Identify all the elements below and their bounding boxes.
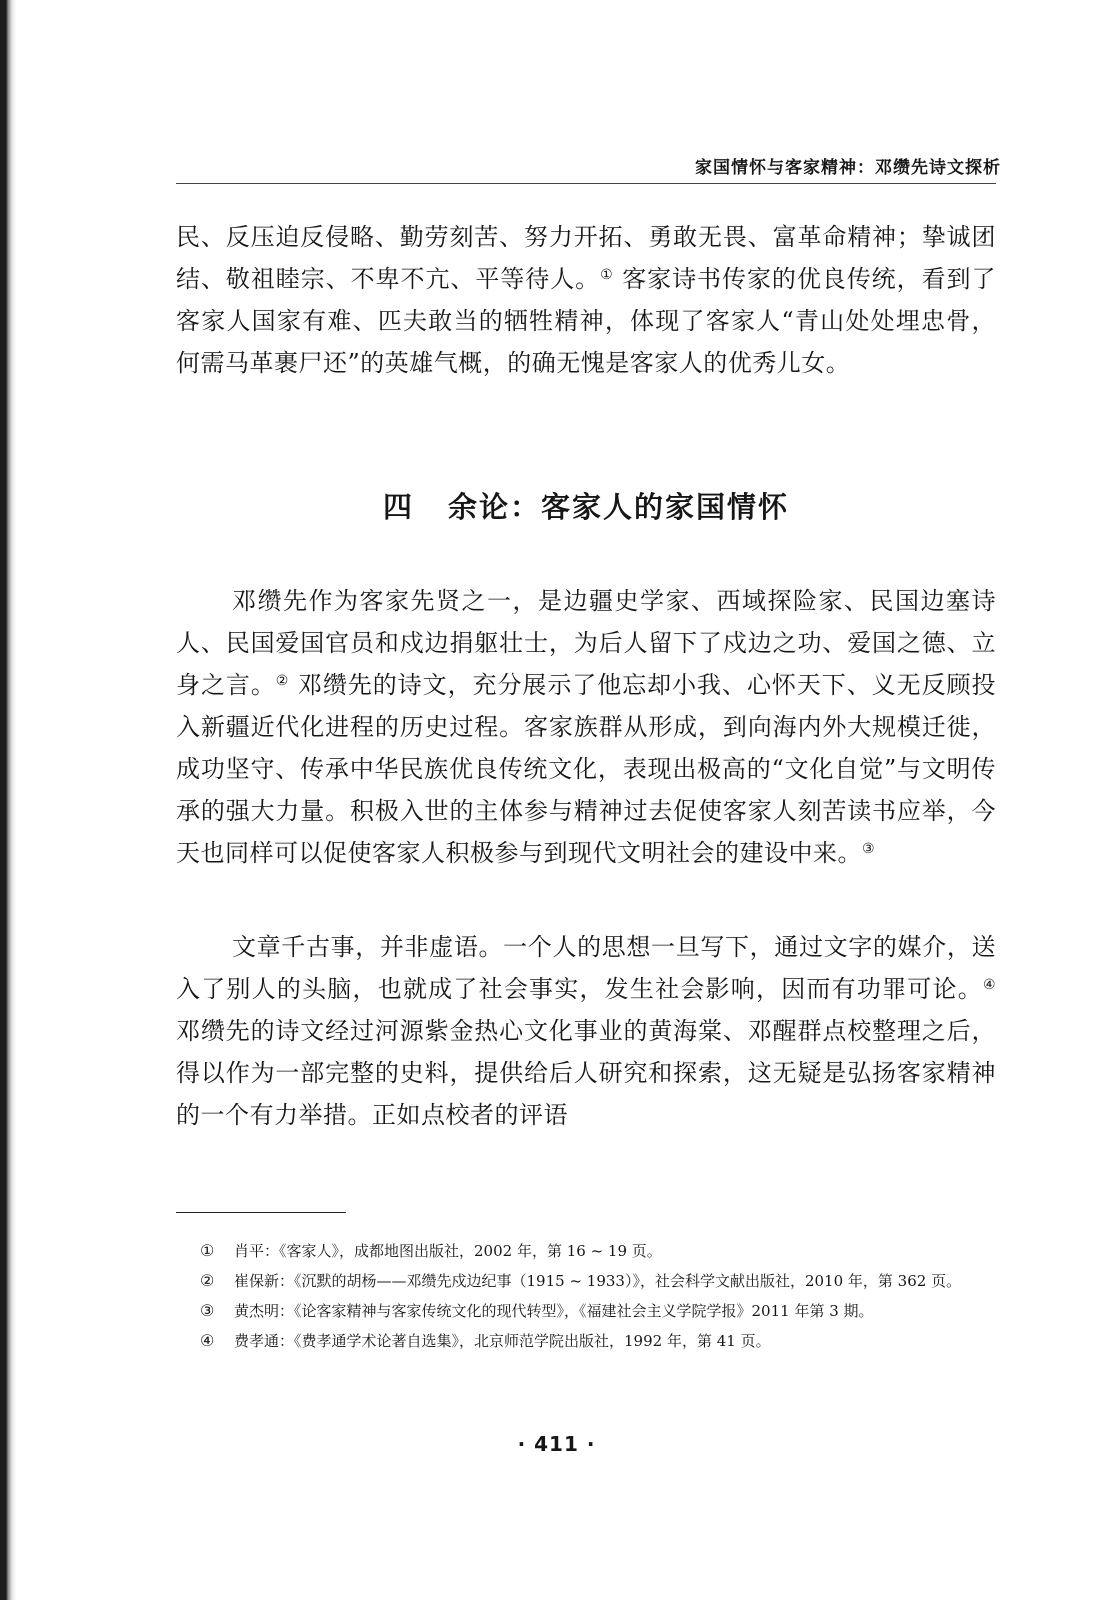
running-head: 家国情怀与客家精神：邓缵先诗文探析	[695, 158, 1001, 178]
footnote-text: 崔保新：《沉默的胡杨——邓缵先戍边纪事（1915 ~ 1933）》，社会科学文献出版社，2010 年，第 362 页。	[234, 1272, 962, 1290]
paragraph-2	[176, 926, 996, 1136]
footnote-item	[200, 1328, 980, 1354]
paragraph-text: 邓缵先作为客家先贤之一，是边疆史学家、西域探险家、民国边塞诗人、民国爱国官员和戍边捐躯壮士，为后人留下了戍边之功、爱国之德、立身之言。	[176, 587, 996, 699]
footnote-item	[200, 1268, 980, 1294]
paragraph-text: 邓缵先的诗文经过河源紫金热心文化事业的黄海棠、邓醒群点校整理之后，得以作为一部完整的史料，提供给后人研究和探索，这无疑是弘扬客家精神的一个有力举措。正如点校者的评语	[176, 1017, 996, 1129]
footnote-ref-1[interactable]: ①	[600, 267, 614, 283]
section-title: 余论：客家人的家国情怀	[448, 490, 790, 524]
footnote-ref-2[interactable]: ②	[275, 673, 290, 689]
paragraph-text: 民、反压迫反侵略、勤劳刻苦、努力开拓、勇敢无畏、富革命精神；挚诚团结、敬祖睦宗、不卑不亢、平等待人。	[176, 223, 996, 293]
header-rule	[176, 183, 996, 184]
scan-edge-shadow	[0, 0, 16, 1600]
paragraph-1	[176, 580, 996, 874]
footnote-item	[200, 1298, 980, 1324]
section-number: 四	[382, 490, 414, 524]
footnote-text: 肖平：《客家人》，成都地图出版社，2002 年，第 16 ~ 19 页。	[234, 1242, 662, 1260]
footnote-mark: ③	[200, 1301, 215, 1320]
page-number: · 411 ·	[517, 1432, 596, 1456]
section-heading	[176, 485, 996, 526]
footnote-ref-3[interactable]: ③	[862, 841, 876, 857]
footnotes	[200, 1238, 980, 1358]
footnote-mark: ②	[200, 1271, 215, 1290]
footnote-mark: ①	[200, 1241, 215, 1260]
footnote-text: 费孝通：《费孝通学术论著自选集》，北京师范学院出版社，1992 年，第 41 页。	[234, 1332, 771, 1350]
footnote-rule	[176, 1212, 346, 1213]
footnote-text: 黄杰明：《论客家精神与客家传统文化的现代转型》，《福建社会主义学院学报》2011 年第 3 期。	[234, 1302, 874, 1320]
footnote-ref-4[interactable]: ④	[982, 977, 996, 993]
paragraph-text: 文章千古事，并非虚语。一个人的思想一旦写下，通过文字的媒介，送入了别人的头脑，也就成了社会事实，发生社会影响，因而有功罪可论。	[176, 933, 996, 1003]
footnote-item	[200, 1238, 980, 1264]
footnote-mark: ④	[200, 1331, 215, 1350]
continued-paragraph	[176, 216, 996, 384]
paragraph-text: 客家诗书传家的优良传统，看到了客家人国家有难、匹夫敢当的牺牲精神，体现了客家人“青山处处埋忠骨，何需马革裹尸还”的英雄气概，的确无愧是客家人的优秀儿女。	[176, 265, 996, 377]
paragraph-text: 邓缵先的诗文，充分展示了他忘却小我、心怀天下、义无反顾投入新疆近代化进程的历史过程。客家族群从形成，到向海内外大规模迁徙，成功坚守、传承中华民族优良传统文化，表现出极高的“文化自觉”与文明传承的强大力量。积极入世的主体参与精神过去促使客家人刻苦读书应举，今天也同样可以促使客家人积极参与到现代文明社会的建设中来。	[176, 671, 996, 867]
